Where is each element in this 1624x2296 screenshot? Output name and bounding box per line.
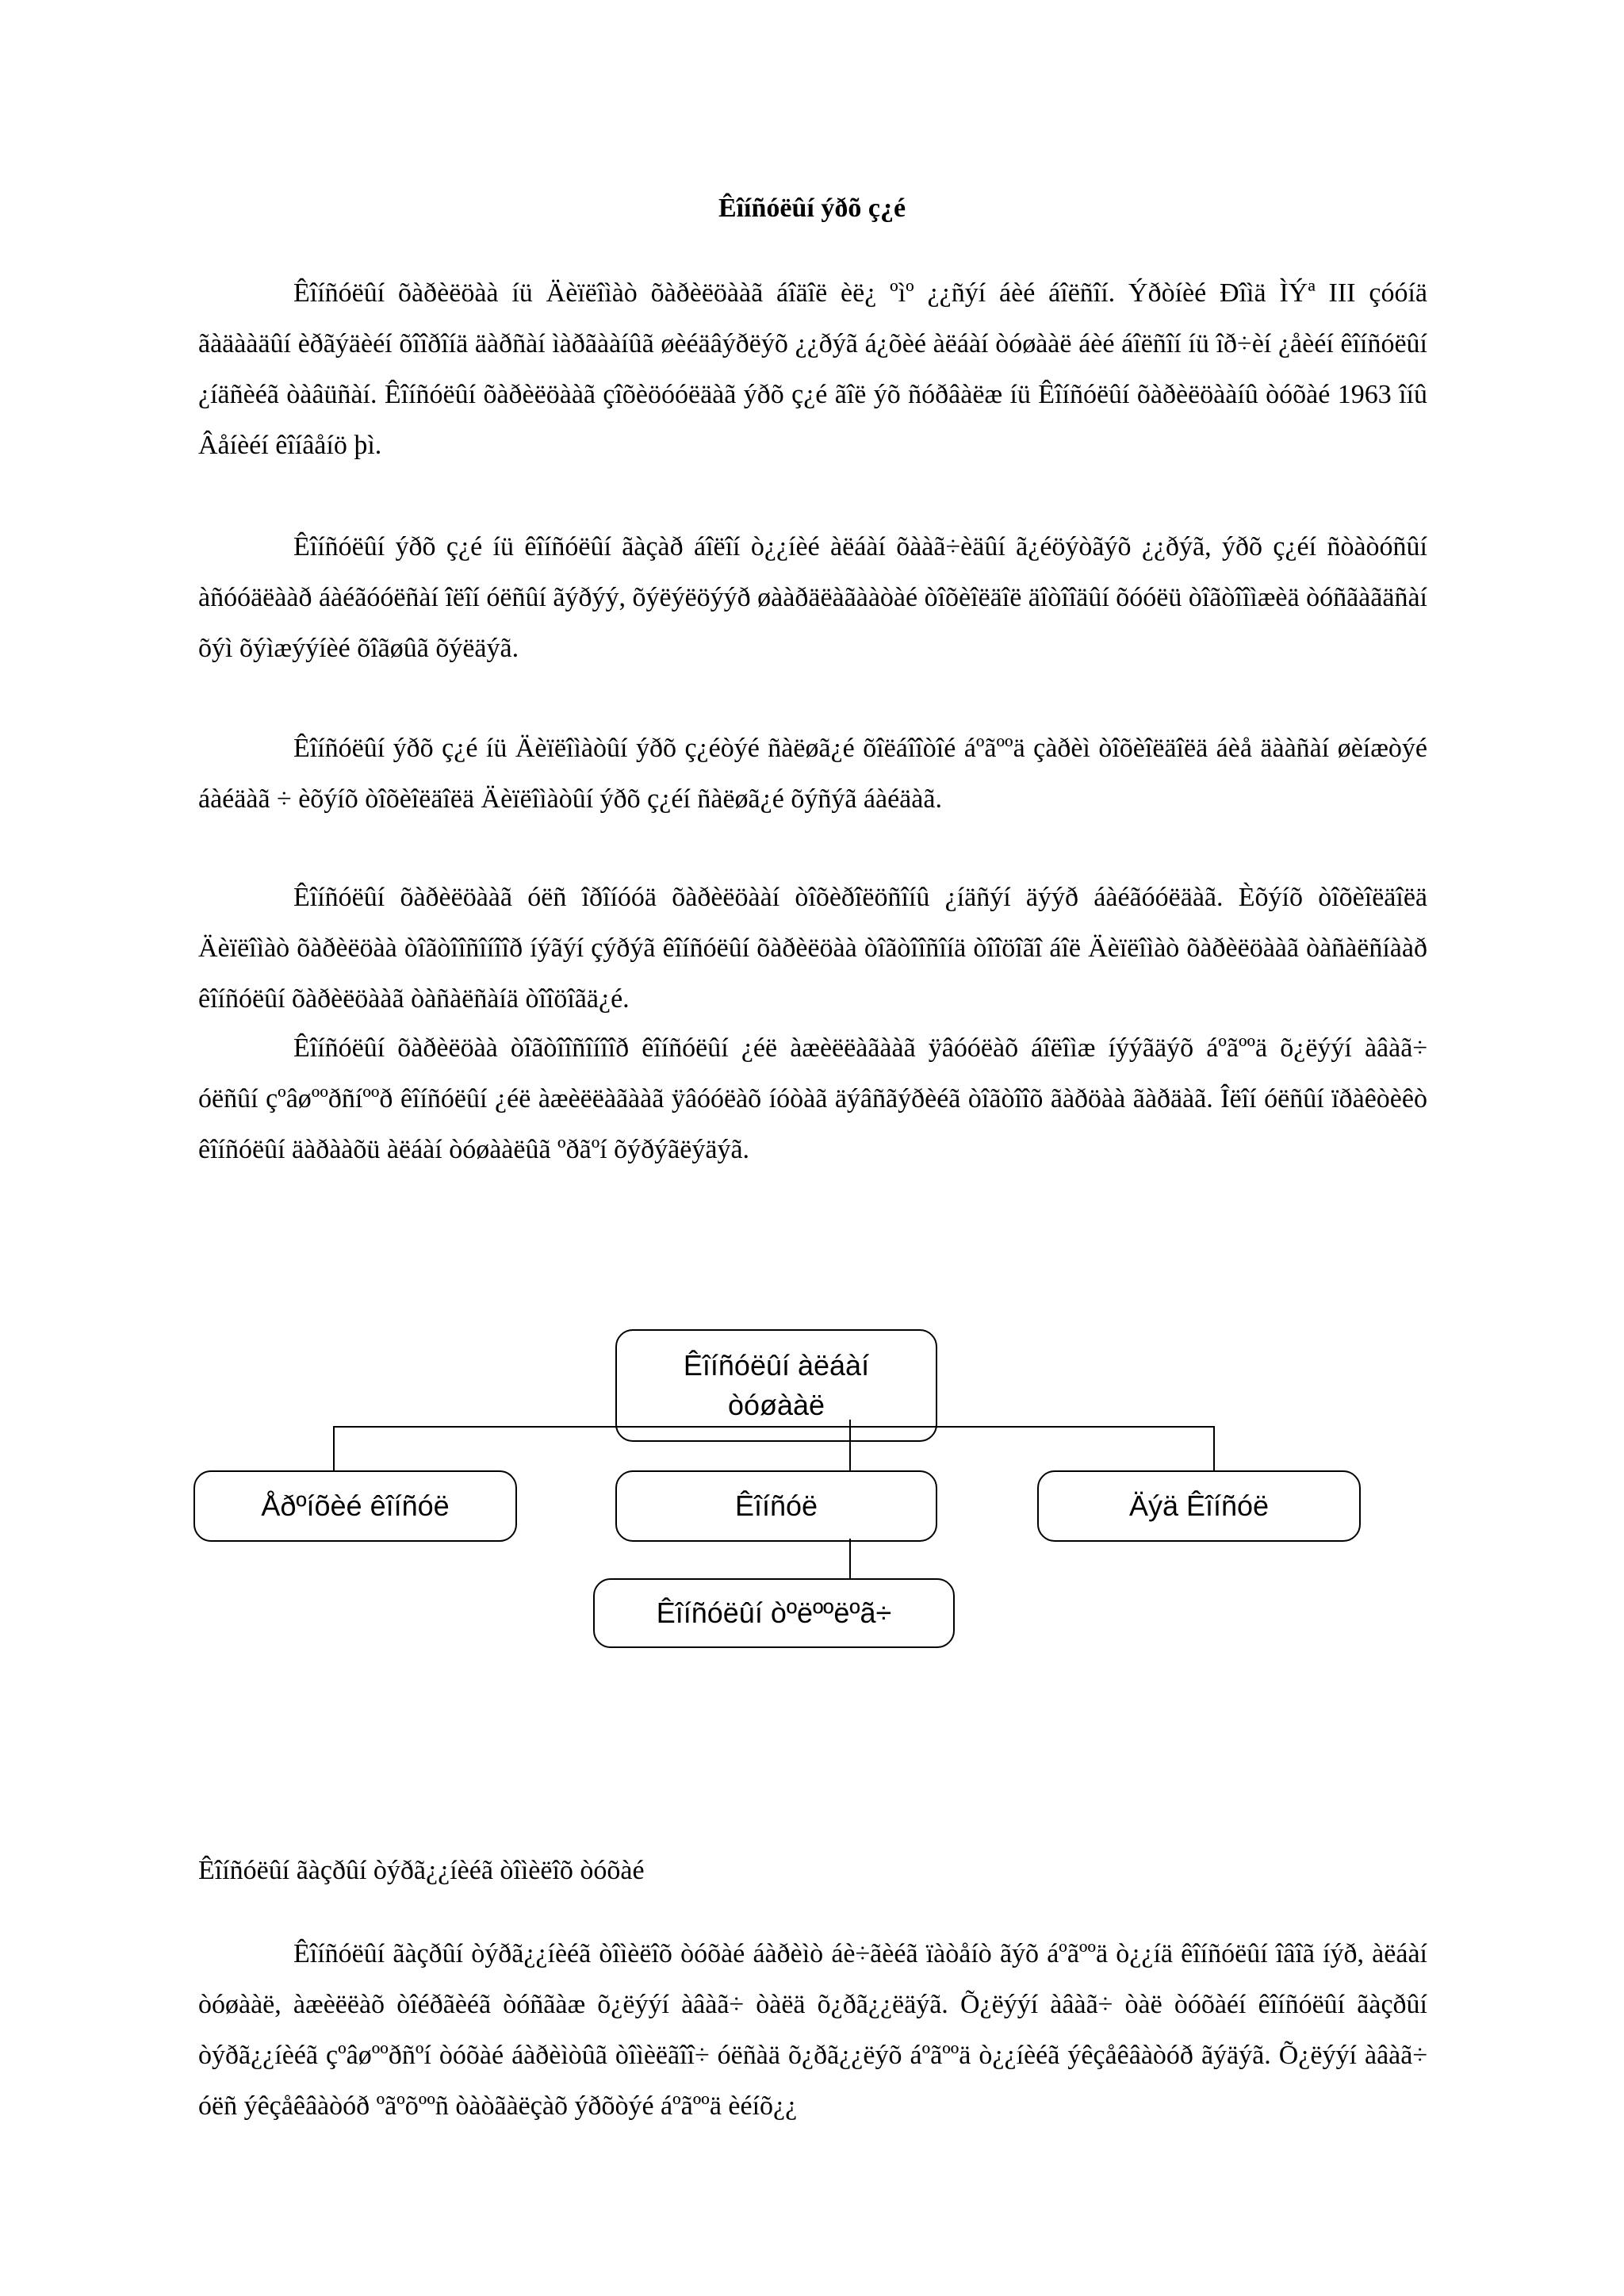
diagram-node-center	[615, 1470, 937, 1542]
section-paragraph: Êîíñóëûí ãàçðûí òýðã¿¿íèéã òîìèëîõ òóõàé áàðèìò áè÷ãèéã ïàòåíò ãýõ áºãººä ò¿¿íä êîíñóëûí îâîã íýð, àëáàí òóøààë, àæèëëàõ òîéðãèéã òóñãàæ õ¿ëýýí àâàã÷ òàëä õ¿ðã¿¿ëäýã. Õ¿ëýýí àâàã÷ òàë òóõàéí êîíñóëûí ãàçðûí òýðã¿¿íèéã çºâøººðñºí òóõàé áàðèìòûã òîìèëãîî÷ óëñàä õ¿ðã¿¿ëýõ áºãººä ò¿¿íèéã ýêçåêâàòóð ãýäýã. Õ¿ëýýí àâàã÷ óëñ ýêçåêâàòóð ºãºõººñ òàòãàëçàõ ýðõòýé áºãººä èéíõ¿¿	[198, 1939, 1427, 2121]
diagram-node-right	[1037, 1470, 1361, 1542]
paragraph-1: Êîíñóëûí õàðèëöàà íü Äèïëîìàò õàðèëöààã áîäîë èë¿ ºìº ¿¿ñýí áèé áîëñîí. Ýðòíèé Ðîìä ÌÝª III çóóíä ãàäààäûí èðãýäèéí õîîðîíä äàðñàí ìàðãààíûã øèéäâýðëýõ ¿¿ðýã á¿õèé àëáàí òóøààë áèé áîëñîí íü îð÷èí ¿åèéí êîíñóëûí ¿íäñèéã òàâüñàí. Êîíñóëûí õàðèëöààã çîõèöóóëäàã ýðõ ç¿é ãîë ýõ ñóðâàëæ íü Êîíñóëûí õàðèëöààíû òóõàé 1963 îíû Âåíèéí êîíâåíö þì.	[198, 278, 1427, 460]
connector-center-to-bottom	[849, 1539, 851, 1578]
diagram-node-bottom	[593, 1578, 955, 1648]
diagram-node-top-label: Êîíñóëûí àëáàí òóøààë	[683, 1349, 870, 1421]
diagram-node-left	[193, 1470, 517, 1542]
diagram-node-center-label: Êîíñóë	[734, 1489, 818, 1522]
org-diagram	[0, 1301, 1624, 1681]
diagram-node-right-label: Äýä Êîíñóë	[1128, 1489, 1270, 1522]
diagram-node-bottom-label: Êîíñóëûí òºëººëºã÷	[656, 1596, 892, 1629]
diagram-node-left-label: Åðºíõèé êîíñóë	[261, 1489, 450, 1522]
paragraph-2: Êîíñóëûí ýðõ ç¿é íü êîíñóëûí ãàçàð áîëîí ò¿¿íèé àëáàí õààã÷èäûí ã¿éöýòãýõ ¿¿ðýã, ýðõ ç¿éí ñòàòóñûí àñóóäëààð áàéãóóëñàí îëîí óëñûí ãýðýý, õýëýëöýýð øààðäëàãààòàé òîõèîëäîë äîòîîäûí õóóëü òîãòîîìæèä òóñãàãäñàí õýì õýìæýýíèé õîãøûã õýëäýã.	[198, 532, 1427, 663]
section-heading: Êîíñóëûí ãàçðûí òýðã¿¿íèéã òîìèëîõ òóõàé	[198, 1856, 645, 1885]
connector-right-drop	[1213, 1426, 1215, 1470]
paragraph-3: Êîíñóëûí ýðõ ç¿é íü Äèïëîìàòûí ýðõ ç¿éòýé ñàëøã¿é õîëáîîòîé áºãººä çàðèì òîõèîëäîëä áèå äààñàí øèíæòýé áàéäàã ÷ èõýíõ òîõèîëäîëä Äèïëîìàòûí ýðõ ç¿éí ñàëøã¿é õýñýã áàéäàã.	[198, 734, 1427, 814]
diagram-node-top	[615, 1329, 937, 1442]
paragraph-5: Êîíñóëûí õàðèëöàà òîãòîîñîíîîð êîíñóëûí ¿éë àæèëëàãààã ÿâóóëàõ áîëîìæ íýýãäýõ áºãººä õ¿ëýýí àâàã÷ óëñûí çºâøººðñíººð êîíñóëûí ¿éë àæèëëàãààã ÿâóóëàõ íóòàã äýâñãýðèéã òîãòîîõ ãàðöàà ãàðäàã. Îëîí óëñûí ïðàêòèêò êîíñóëûí äàðààõü àëáàí òóøààëûã ºðãºí õýðýãëýäýã.	[198, 1033, 1427, 1164]
connector-left-drop	[333, 1426, 335, 1470]
document-title: Êîíñóëûí ýðõ ç¿é	[718, 194, 906, 223]
paragraph-4: Êîíñóëûí õàðèëöààã óëñ îðîíóóä õàðèëöààí òîõèðîëöñîíû ¿íäñýí äýýð áàéãóóëäàã. Èõýíõ òîõèîëäîëä Äèïëîìàò õàðèëöàà òîãòîîñîíîîð íýãýí çýðýã êîíñóëûí õàðèëöàà òîãòîîñîíä òîîöîãî áîë Äèïëîìàò õàðèëöààã òàñàëñíààð êîíñóëûí õàðèëöààã òàñàëñàíä òîîöîãä¿é.	[198, 883, 1427, 1014]
